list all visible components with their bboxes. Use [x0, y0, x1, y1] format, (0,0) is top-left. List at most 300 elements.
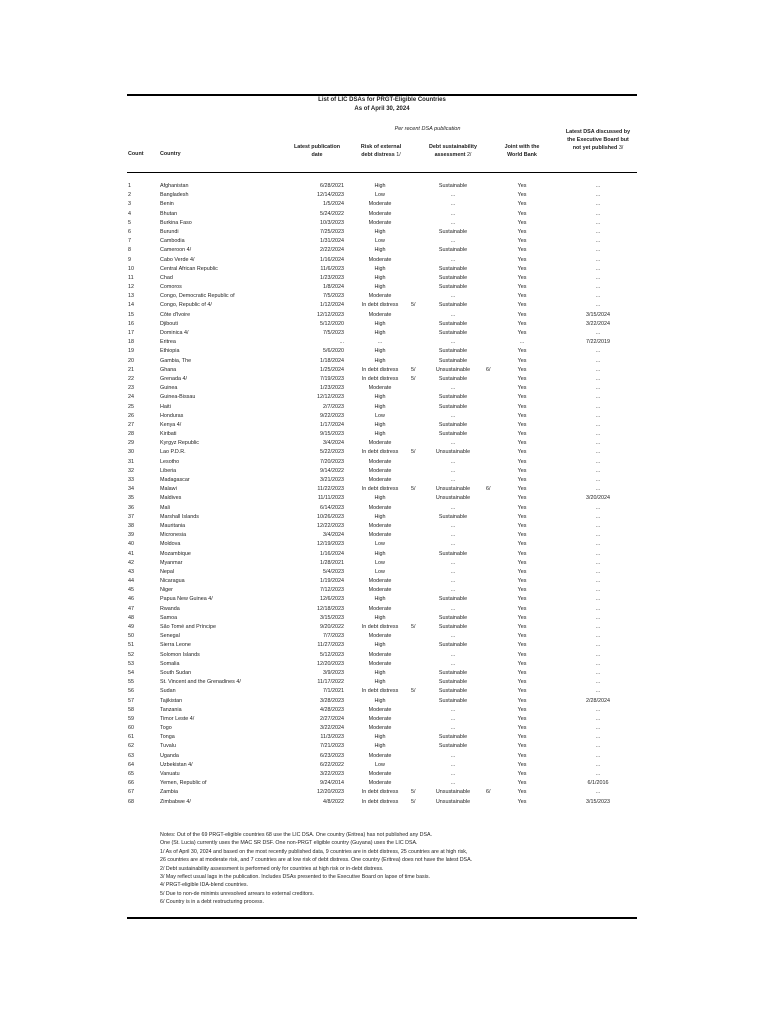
row-joint-with-world-bank: Yes	[517, 578, 527, 585]
table-row	[127, 283, 637, 292]
row-dsa-assessment: ...	[450, 293, 456, 300]
row-publication-date: 6/28/2021	[320, 183, 344, 189]
table-row	[127, 338, 637, 347]
title-line-2: As of April 30, 2024	[354, 106, 410, 112]
table-row	[127, 476, 637, 485]
row-risk-rating: In debt distress	[361, 688, 399, 695]
table-row	[127, 614, 637, 623]
table-row	[127, 586, 637, 595]
row-latest-board-date: ...	[595, 348, 601, 355]
header-latest	[556, 128, 640, 152]
row-latest-board-date: ...	[595, 568, 601, 575]
row-joint-with-world-bank: Yes	[517, 633, 527, 640]
row-risk-rating: Moderate	[368, 587, 392, 594]
row-count: 52	[128, 651, 134, 658]
row-country: South Sudan	[160, 669, 192, 676]
header-joint-line-1: Joint with the	[504, 144, 540, 150]
row-publication-date: 9/14/2022	[320, 467, 344, 474]
row-dsa-assessment: ...	[450, 477, 456, 483]
row-count: 15	[128, 311, 134, 318]
row-risk-rating: Moderate	[368, 532, 392, 539]
row-publication-date: 1/23/2023	[320, 385, 344, 392]
table-row	[127, 412, 637, 421]
row-joint-with-world-bank: Yes	[517, 734, 527, 741]
row-publication-date: 3/4/2024	[323, 440, 344, 447]
row-dsa-assessment: Sustainable	[438, 302, 468, 309]
row-country: Haiti	[160, 403, 171, 410]
row-joint-with-world-bank: Yes	[517, 761, 527, 768]
row-country: Micronesia	[160, 532, 187, 539]
row-publication-date: 5/12/2023	[320, 651, 344, 658]
row-dsa-assessment: ...	[450, 715, 456, 722]
row-joint-with-world-bank: Yes	[517, 679, 527, 686]
row-risk-rating: In debt distress	[361, 449, 399, 456]
table-row	[127, 384, 637, 393]
row-country: Uganda	[160, 752, 179, 759]
row-risk-rating: Low	[375, 192, 385, 199]
row-country: Liberia	[160, 467, 177, 474]
row-joint-with-world-bank: Yes	[517, 725, 527, 732]
row-dsa-assessment: Sustainable	[438, 513, 468, 520]
row-publication-date: 3/22/2024	[320, 725, 344, 732]
row-risk-rating: High	[374, 642, 386, 649]
row-dsa-assessment: Sustainable	[438, 403, 468, 410]
table-row	[127, 357, 637, 366]
row-latest-board-date: ...	[595, 238, 601, 245]
row-latest-board-date: ...	[595, 183, 601, 189]
row-dsa-assessment: Sustainable	[438, 614, 468, 621]
row-dsa-assessment: ...	[450, 771, 456, 777]
row-country: Rwanda	[160, 605, 180, 612]
table-row	[127, 311, 637, 320]
row-count: 13	[128, 293, 134, 300]
table-row	[127, 660, 637, 669]
row-publication-date: 2/27/2024	[320, 715, 344, 722]
row-count: 47	[128, 605, 134, 612]
row-country: Mozambique	[160, 550, 191, 557]
row-publication-date: 12/20/2023	[317, 660, 344, 667]
row-publication-date: 7/21/2023	[320, 743, 344, 750]
row-joint-with-world-bank: Yes	[517, 550, 527, 557]
row-latest-board-date: ...	[595, 743, 601, 750]
row-dsa-assessment: Sustainable	[438, 357, 468, 364]
row-dsa-assessment: ...	[450, 651, 456, 658]
row-dsa-assessment: Unsustainable	[435, 798, 471, 805]
row-risk-rating: High	[374, 183, 386, 189]
table-row	[127, 366, 637, 375]
row-joint-with-world-bank: Yes	[517, 504, 527, 511]
row-latest-board-date: 3/22/2024	[586, 320, 610, 327]
row-joint-with-world-bank: Yes	[517, 532, 527, 539]
row-latest-board-date: ...	[595, 477, 601, 483]
row-joint-with-world-bank: Yes	[517, 320, 527, 327]
row-country: Gambia, The	[160, 357, 192, 364]
row-count: 53	[128, 660, 134, 667]
table-notes	[160, 831, 630, 907]
row-country: Niger	[160, 587, 173, 594]
row-count: 16	[128, 320, 134, 327]
row-country: Malawi	[160, 486, 177, 493]
header-risk-line-1: Risk of external	[360, 144, 402, 150]
table-row	[127, 292, 637, 301]
table-row	[127, 706, 637, 715]
table-row	[127, 320, 637, 329]
row-latest-board-date: ...	[595, 633, 601, 640]
row-dsa-assessment: ...	[450, 440, 456, 447]
row-latest-board-date: ...	[595, 522, 601, 529]
row-joint-with-world-bank: Yes	[517, 357, 527, 364]
table-row	[127, 513, 637, 522]
row-joint-with-world-bank: Yes	[517, 743, 527, 750]
row-count: 23	[128, 385, 134, 392]
row-publication-date: 4/8/2022	[323, 798, 344, 805]
row-dsa-assessment: ...	[450, 752, 456, 759]
row-joint-with-world-bank: Yes	[517, 183, 527, 189]
table-row	[127, 375, 637, 384]
row-count: 63	[128, 752, 134, 759]
row-country: Lesotho	[160, 458, 180, 465]
row-count: 30	[128, 449, 134, 456]
row-count: 28	[128, 431, 134, 438]
table-row	[127, 632, 637, 641]
row-count: 26	[128, 412, 134, 419]
row-publication-date: 1/28/2021	[320, 559, 344, 566]
row-country: Comoros	[160, 284, 182, 291]
row-count: 6	[128, 228, 131, 235]
row-joint-with-world-bank: Yes	[517, 780, 527, 787]
row-risk-footnote: 5/	[411, 789, 416, 796]
row-joint-with-world-bank: Yes	[517, 228, 527, 235]
row-publication-date: 1/23/2023	[320, 274, 344, 281]
row-country: Madagascar	[160, 477, 190, 483]
row-count: 25	[128, 403, 134, 410]
row-dsa-assessment: Sustainable	[438, 679, 468, 686]
row-joint-with-world-bank: Yes	[517, 706, 527, 713]
note-line: One (St. Lucia) currently uses the MAC SR DSF. One non-PRGT eligible country (Guyana) uses the LIC DSA.	[160, 840, 418, 847]
row-latest-board-date: 6/1/2016	[587, 780, 609, 787]
row-latest-board-date: ...	[595, 578, 601, 585]
row-risk-rating: ...	[377, 339, 383, 346]
note-line: 1/ As of April 30, 2024 and based on the most recently published data, 9 countries are in debt distress, 25 countries are at high risk,	[160, 848, 468, 855]
row-dsa-assessment: Sustainable	[438, 183, 468, 189]
row-joint-with-world-bank: Yes	[517, 431, 527, 438]
table-row	[127, 467, 637, 476]
row-publication-date: 6/14/2023	[320, 504, 344, 511]
row-dsa-assessment: ...	[450, 725, 456, 732]
row-dsa-assessment: Sustainable	[438, 228, 468, 235]
row-latest-board-date: ...	[595, 284, 601, 291]
row-latest-board-date: ...	[595, 541, 601, 548]
title-line-1: List of LIC DSAs for PRGT-Eligible Countries	[318, 97, 446, 103]
row-latest-board-date: 2/28/2024	[586, 697, 610, 704]
row-country: Chad	[160, 274, 173, 281]
row-publication-date: 9/24/2014	[320, 780, 344, 787]
row-risk-rating: Moderate	[368, 504, 392, 511]
row-joint-with-world-bank: Yes	[517, 238, 527, 245]
row-count: 44	[128, 578, 134, 585]
row-publication-date: 3/21/2023	[320, 477, 344, 483]
row-risk-rating: In debt distress	[361, 375, 399, 382]
row-publication-date: 7/1/2021	[323, 688, 344, 695]
header-joint	[495, 143, 549, 159]
row-dsa-assessment: ...	[450, 256, 456, 263]
row-dsa-assessment: Sustainable	[438, 743, 468, 750]
row-country: St. Vincent and the Grenadines 4/	[160, 679, 241, 686]
row-country: Maldives	[160, 495, 182, 502]
row-country: Zambia	[160, 789, 178, 796]
row-count: 40	[128, 541, 134, 548]
row-dsa-footnote: 6/	[486, 366, 491, 373]
row-dsa-assessment: ...	[450, 339, 456, 346]
row-joint-with-world-bank: Yes	[517, 467, 527, 474]
row-count: 54	[128, 669, 134, 676]
row-country: Eritrea	[160, 339, 176, 346]
row-publication-date: 6/23/2023	[320, 752, 344, 759]
row-count: 36	[128, 504, 134, 511]
row-country: Burkina Faso	[160, 219, 192, 226]
table-row	[127, 752, 637, 761]
row-count: 31	[128, 458, 134, 465]
table-row	[127, 228, 637, 237]
row-joint-with-world-bank: Yes	[517, 219, 527, 226]
row-risk-rating: High	[374, 284, 386, 291]
row-dsa-assessment: Unsustainable	[435, 789, 471, 796]
row-risk-rating: Moderate	[368, 522, 392, 529]
row-count: 51	[128, 642, 134, 649]
table-row	[127, 522, 637, 531]
row-country: Timor Leste 4/	[160, 715, 195, 722]
row-risk-rating: Moderate	[368, 706, 392, 713]
row-latest-board-date: ...	[595, 660, 601, 667]
row-latest-board-date: ...	[595, 734, 601, 741]
row-latest-board-date: ...	[595, 706, 601, 713]
row-country: Tonga	[160, 734, 175, 741]
row-country: Senegal	[160, 633, 180, 640]
row-count: 59	[128, 715, 134, 722]
row-publication-date: 1/16/2024	[320, 550, 344, 557]
row-dsa-assessment: ...	[450, 467, 456, 474]
table-row	[127, 430, 637, 439]
row-joint-with-world-bank: Yes	[517, 192, 527, 199]
row-count: 35	[128, 495, 134, 502]
row-publication-date: 1/12/2024	[320, 302, 344, 309]
table-row	[127, 200, 637, 209]
row-publication-date: 1/19/2024	[320, 578, 344, 585]
header-latest-line-1: Latest DSA discussed by	[565, 129, 631, 135]
row-risk-rating: Low	[375, 761, 385, 768]
row-publication-date: 5/4/2023	[323, 568, 344, 575]
row-joint-with-world-bank: Yes	[517, 697, 527, 704]
row-risk-rating: Moderate	[368, 651, 392, 658]
row-country: Zimbabwe 4/	[160, 798, 191, 805]
row-dsa-assessment: ...	[450, 504, 456, 511]
table-row	[127, 274, 637, 283]
row-risk-rating: High	[374, 679, 386, 686]
table-row	[127, 246, 637, 255]
row-risk-rating: High	[374, 330, 386, 336]
row-count: 34	[128, 486, 134, 493]
row-risk-rating: Moderate	[368, 660, 392, 667]
table-row	[127, 439, 637, 448]
row-latest-board-date: ...	[595, 789, 601, 796]
row-joint-with-world-bank: Yes	[517, 366, 527, 373]
row-risk-footnote: 5/	[411, 624, 416, 630]
row-publication-date: 5/24/2022	[320, 210, 344, 217]
row-risk-rating: Moderate	[368, 467, 392, 474]
row-risk-footnote: 5/	[411, 366, 416, 373]
header-rule	[127, 172, 637, 173]
row-latest-board-date: ...	[595, 679, 601, 686]
row-joint-with-world-bank: Yes	[517, 660, 527, 667]
row-count: 48	[128, 614, 134, 621]
row-dsa-assessment: Sustainable	[438, 394, 468, 401]
row-dsa-assessment: Sustainable	[438, 688, 468, 695]
row-joint-with-world-bank: Yes	[517, 311, 527, 318]
header-dsa-note: 2/	[466, 152, 472, 158]
row-dsa-assessment: Sustainable	[438, 284, 468, 291]
row-count: 11	[128, 274, 134, 281]
row-publication-date: 4/28/2023	[320, 706, 344, 713]
row-risk-rating: In debt distress	[361, 624, 399, 630]
row-country: Grenada 4/	[160, 375, 187, 382]
row-country: Bangladesh	[160, 192, 189, 199]
table-row	[127, 742, 637, 751]
row-country: Côte d'Ivoire	[160, 311, 191, 318]
row-publication-date: 2/22/2024	[320, 247, 344, 254]
row-publication-date: 7/25/2023	[320, 228, 344, 235]
row-country: Congo, Republic of 4/	[160, 302, 212, 309]
row-country: Bhutan	[160, 210, 178, 217]
table-row	[127, 577, 637, 586]
row-risk-footnote: 5/	[411, 486, 416, 493]
table-row	[127, 448, 637, 457]
row-count: 46	[128, 596, 134, 603]
row-joint-with-world-bank: Yes	[517, 302, 527, 309]
row-country: Kiribati	[160, 431, 177, 438]
row-publication-date: 5/12/2020	[320, 320, 344, 327]
table-row	[127, 605, 637, 614]
row-joint-with-world-bank: Yes	[517, 614, 527, 621]
row-publication-date: 11/27/2023	[317, 642, 344, 649]
row-risk-rating: Moderate	[368, 256, 392, 263]
row-latest-board-date: ...	[595, 449, 601, 456]
header-date	[280, 143, 354, 159]
row-count: 27	[128, 421, 134, 428]
row-latest-board-date: ...	[595, 642, 601, 649]
table-row	[127, 531, 637, 540]
row-joint-with-world-bank: Yes	[517, 293, 527, 300]
row-count: 37	[128, 513, 134, 520]
row-joint-with-world-bank: Yes	[517, 541, 527, 548]
row-publication-date: 9/20/2022	[320, 624, 344, 630]
row-latest-board-date: ...	[595, 192, 601, 199]
row-risk-rating: Moderate	[368, 725, 392, 732]
row-count: 50	[128, 633, 134, 640]
row-risk-rating: High	[374, 421, 386, 428]
row-joint-with-world-bank: Yes	[517, 210, 527, 217]
header-latest-line-2: the Executive Board but	[567, 137, 629, 143]
row-count: 7	[128, 238, 131, 245]
publication-subheading: Per recent DSA publication	[394, 126, 461, 132]
row-joint-with-world-bank: Yes	[517, 201, 527, 208]
note-line: 4/ PRGT-eligible IDA-blend countries.	[160, 882, 249, 889]
row-count: 14	[128, 302, 134, 309]
row-latest-board-date: ...	[595, 486, 601, 493]
row-country: Uzbekistan 4/	[160, 761, 193, 768]
row-publication-date: 12/19/2023	[317, 541, 344, 548]
row-country: Tajikistan	[160, 697, 183, 704]
row-joint-with-world-bank: Yes	[517, 265, 527, 272]
row-dsa-assessment: Sustainable	[438, 734, 468, 741]
table-row	[127, 494, 637, 503]
row-publication-date: 1/18/2024	[320, 357, 344, 364]
row-country: Djibouti	[160, 320, 178, 327]
row-risk-rating: Moderate	[368, 715, 392, 722]
row-publication-date: 12/12/2023	[317, 311, 344, 318]
row-publication-date: 7/20/2023	[320, 458, 344, 465]
row-count: 56	[128, 688, 134, 695]
row-count: 19	[128, 348, 134, 355]
row-country: Kenya 4/	[160, 421, 182, 428]
row-risk-rating: High	[374, 431, 386, 438]
row-publication-date: 1/8/2024	[323, 284, 344, 291]
row-risk-rating: Low	[375, 568, 385, 575]
row-risk-footnote: 5/	[411, 688, 416, 695]
row-dsa-assessment: Sustainable	[438, 550, 468, 557]
row-publication-date: 1/25/2024	[320, 366, 344, 373]
row-dsa-assessment: ...	[450, 311, 456, 318]
row-country: Cameroon 4/	[160, 247, 192, 254]
header-latest-note: 3/	[618, 145, 624, 151]
row-latest-board-date: ...	[595, 688, 601, 695]
row-latest-board-date: ...	[595, 256, 601, 263]
row-joint-with-world-bank: Yes	[517, 605, 527, 612]
row-country: Vanuatu	[160, 771, 180, 777]
row-dsa-assessment: Sustainable	[438, 265, 468, 272]
table-row	[127, 715, 637, 724]
row-risk-rating: Moderate	[368, 458, 392, 465]
row-latest-board-date: ...	[595, 265, 601, 272]
row-count: 21	[128, 366, 134, 373]
row-publication-date: 1/5/2024	[323, 201, 344, 208]
row-publication-date: 3/15/2023	[320, 614, 344, 621]
row-dsa-assessment: ...	[450, 578, 456, 585]
row-latest-board-date: ...	[595, 293, 601, 300]
header-date-line-2: date	[311, 152, 323, 158]
row-publication-date: 11/3/2023	[320, 734, 344, 741]
row-count: 38	[128, 522, 134, 529]
table-row	[127, 770, 637, 779]
row-risk-rating: Moderate	[368, 477, 392, 483]
row-latest-board-date: ...	[595, 228, 601, 235]
row-country: Sierra Leone	[160, 642, 191, 649]
row-publication-date: ...	[339, 339, 344, 346]
row-latest-board-date: ...	[595, 624, 601, 630]
row-publication-date: 12/12/2023	[317, 394, 344, 401]
row-publication-date: 5/6/2020	[323, 348, 344, 355]
row-count: 18	[128, 339, 134, 346]
row-latest-board-date: ...	[595, 651, 601, 658]
row-joint-with-world-bank: Yes	[517, 412, 527, 419]
row-risk-rating: High	[374, 348, 386, 355]
table-row	[127, 697, 637, 706]
row-publication-date: 1/17/2024	[320, 421, 344, 428]
row-country: Ethiopia	[160, 348, 180, 355]
row-risk-rating: High	[374, 669, 386, 676]
row-joint-with-world-bank: Yes	[517, 771, 527, 777]
row-count: 33	[128, 477, 134, 483]
row-risk-rating: High	[374, 247, 386, 254]
